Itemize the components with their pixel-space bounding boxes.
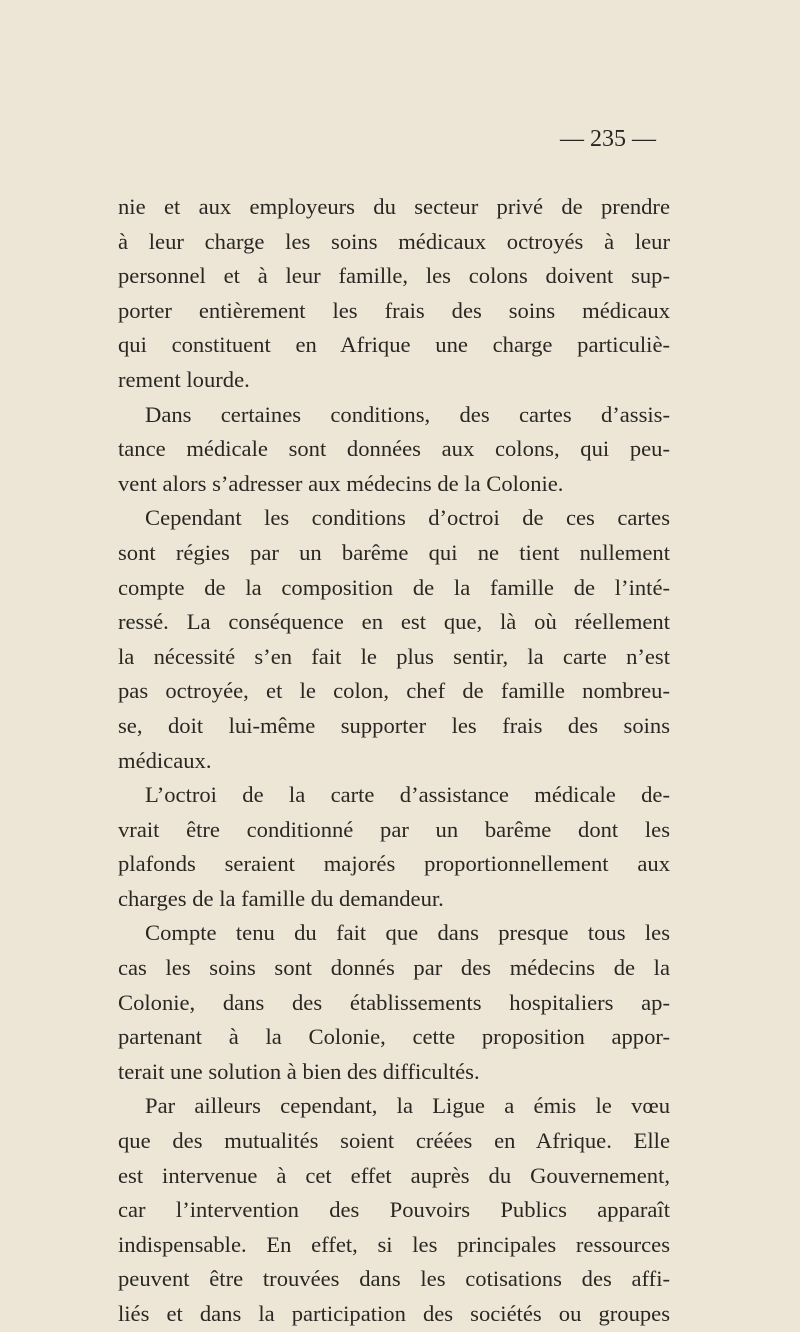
text-line: peuvent être trouvées dans les cotisations des affi- xyxy=(118,1266,670,1292)
text-line: se, doit lui-même supporter les frais des soins xyxy=(118,712,670,738)
text-line: indispensable. En effet, si les principales ressources xyxy=(118,1231,670,1257)
body-text xyxy=(118,190,670,1332)
text-line: vrait être conditionné par un barême dont les xyxy=(118,816,670,842)
text-line: la nécessité s’en fait le plus sentir, la carte n’est xyxy=(118,643,670,669)
text-line: que des mutualités soient créées en Afrique. Elle xyxy=(118,1128,670,1154)
text-line: médicaux. xyxy=(118,747,212,773)
text-line: liés et dans la participation des sociétés ou groupes xyxy=(118,1301,670,1326)
text-line: pas octroyée, et le colon, chef de famille nombreu- xyxy=(118,678,670,704)
text-line: terait une solution à bien des difficultés. xyxy=(118,1058,480,1084)
text-line: sont régies par un barême qui ne tient nullement xyxy=(118,539,670,565)
text-line: Compte tenu du fait que dans presque tous les xyxy=(145,920,670,946)
text-line: personnel et à leur famille, les colons doivent sup- xyxy=(118,263,670,289)
text-line: ressé. La conséquence en est que, là où réellement xyxy=(118,609,670,635)
text-line: compte de la composition de la famille de l’inté- xyxy=(118,574,670,600)
text-line: Colonie, dans des établissements hospitaliers ap- xyxy=(118,989,670,1015)
text-line: car l’intervention des Pouvoirs Publics apparaît xyxy=(118,1197,670,1223)
text-line: qui constituent en Afrique une charge particuliè- xyxy=(118,332,670,358)
text-line: rement lourde. xyxy=(118,366,250,392)
page-number: — 235 — xyxy=(560,126,656,152)
text-line: à leur charge les soins médicaux octroyés à leur xyxy=(118,228,670,254)
text-line: partenant à la Colonie, cette proposition appor- xyxy=(118,1024,670,1050)
text-line: nie et aux employeurs du secteur privé de prendre xyxy=(118,194,670,219)
text-line: L’octroi de la carte d’assistance médicale de- xyxy=(145,782,670,808)
text-line: Cependant les conditions d’octroi de ces cartes xyxy=(145,505,670,531)
text-line: cas les soins sont donnés par des médecins de la xyxy=(118,955,670,981)
text-line: charges de la famille du demandeur. xyxy=(118,885,444,911)
text-line: tance médicale sont données aux colons, qui peu- xyxy=(118,436,670,462)
text-line: Par ailleurs cependant, la Ligue a émis le vœu xyxy=(145,1093,670,1119)
text-line: porter entièrement les frais des soins médicaux xyxy=(118,297,670,323)
text-line: vent alors s’adresser aux médecins de la Colonie. xyxy=(118,470,564,496)
text-line: est intervenue à cet effet auprès du Gouvernement, xyxy=(118,1162,670,1188)
text-line: plafonds seraient majorés proportionnellement aux xyxy=(118,851,670,877)
text-line: Dans certaines conditions, des cartes d’assis- xyxy=(145,401,670,427)
